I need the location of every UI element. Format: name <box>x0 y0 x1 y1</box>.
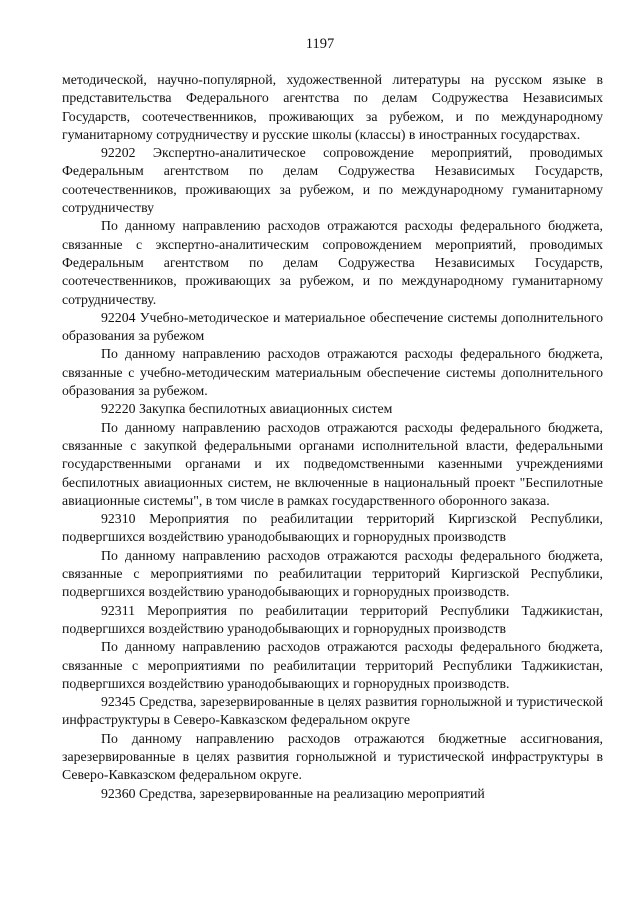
paragraph-heading-92310: 92310 Мероприятия по реабилитации территорий Киргизской Республики, подвергшихся воздействию уранодобывающих и горнорудных производств <box>62 511 603 545</box>
paragraph-body-92311: По данному направлению расходов отражаются расходы федерального бюджета, связанные с мероприятиями по реабилитации территорий Республики Таджикистан, подвергшихся воздействию уранодобывающих и горнорудных производств. <box>62 639 603 691</box>
page-number: 1197 <box>305 36 335 52</box>
paragraph-heading-92204: 92204 Учебно-методическое и материальное обеспечение системы дополнительного образования за рубежом <box>62 309 603 344</box>
paragraph-heading-92202: 92202 Экспертно-аналитическое сопровождение мероприятий, проводимых Федеральным агентством по делам Содружества Независимых Государств, соотечественников, проживающих за рубежом, и по международному гуманитарному сотрудничеству <box>62 145 603 216</box>
paragraph-continuation: методической, научно-популярной, художественной литературы на русском языке в представительства Федерального агентства по делам Содружества Независимых Государств, соотечественников, проживающих за рубежом, и по международному гуманитарному сотрудничеству и русские школы (классы) в иностранных государствах. <box>62 72 603 142</box>
paragraph-body-92202: По данному направлению расходов отражаются расходы федерального бюджета, связанные с экспертно-аналитическим сопровождением мероприятий, проводимых Федеральным агентством по делам Содружества Независимых Государств, соотечественников, проживающих за рубежом, и по международному гуманитарному сотрудничеству. <box>62 218 603 307</box>
paragraph-heading-92311: 92311 Мероприятия по реабилитации территорий Республики Таджикистан, подвергшихся воздействию уранодобывающих и горнорудных производств <box>62 602 603 636</box>
document-body <box>62 71 603 803</box>
paragraph-heading-92345: 92345 Средства, зарезервированные в целях развития горнолыжной и туристической инфраструктуры в Северо-Кавказском федеральном округе <box>62 694 603 728</box>
paragraph-body-92220: По данному направлению расходов отражаются расходы федерального бюджета, связанные с закупкой федеральными органами исполнительной власти, федеральными государственными органами и их подведомственными казенными учреждениями беспилотных авиационных систем, не включенные в национальный проект "Беспилотные авиационные системы", в том числе в рамках государственного оборонного заказа. <box>62 419 603 508</box>
paragraph-heading-92220: 92220 Закупка беспилотных авиационных систем <box>101 401 393 417</box>
paragraph-body-92204: По данному направлению расходов отражаются расходы федерального бюджета, связанные с учебно-методическим материальным обеспечение системы дополнительного образования за рубежом. <box>62 346 603 399</box>
paragraph-heading-92360: 92360 Средства, зарезервированные на реализацию мероприятий <box>101 785 485 801</box>
paragraph-body-92310: По данному направлению расходов отражаются расходы федерального бюджета, связанные с мероприятиями по реабилитации территорий Киргизской Республики, подвергшихся воздействию уранодобывающих и горнорудных производств. <box>62 547 603 600</box>
paragraph-body-92345: По данному направлению расходов отражаются бюджетные ассигнования, зарезервированные в целях развития горнолыжной и туристической инфраструктуры в Северо-Кавказском федеральном округе. <box>62 730 603 783</box>
